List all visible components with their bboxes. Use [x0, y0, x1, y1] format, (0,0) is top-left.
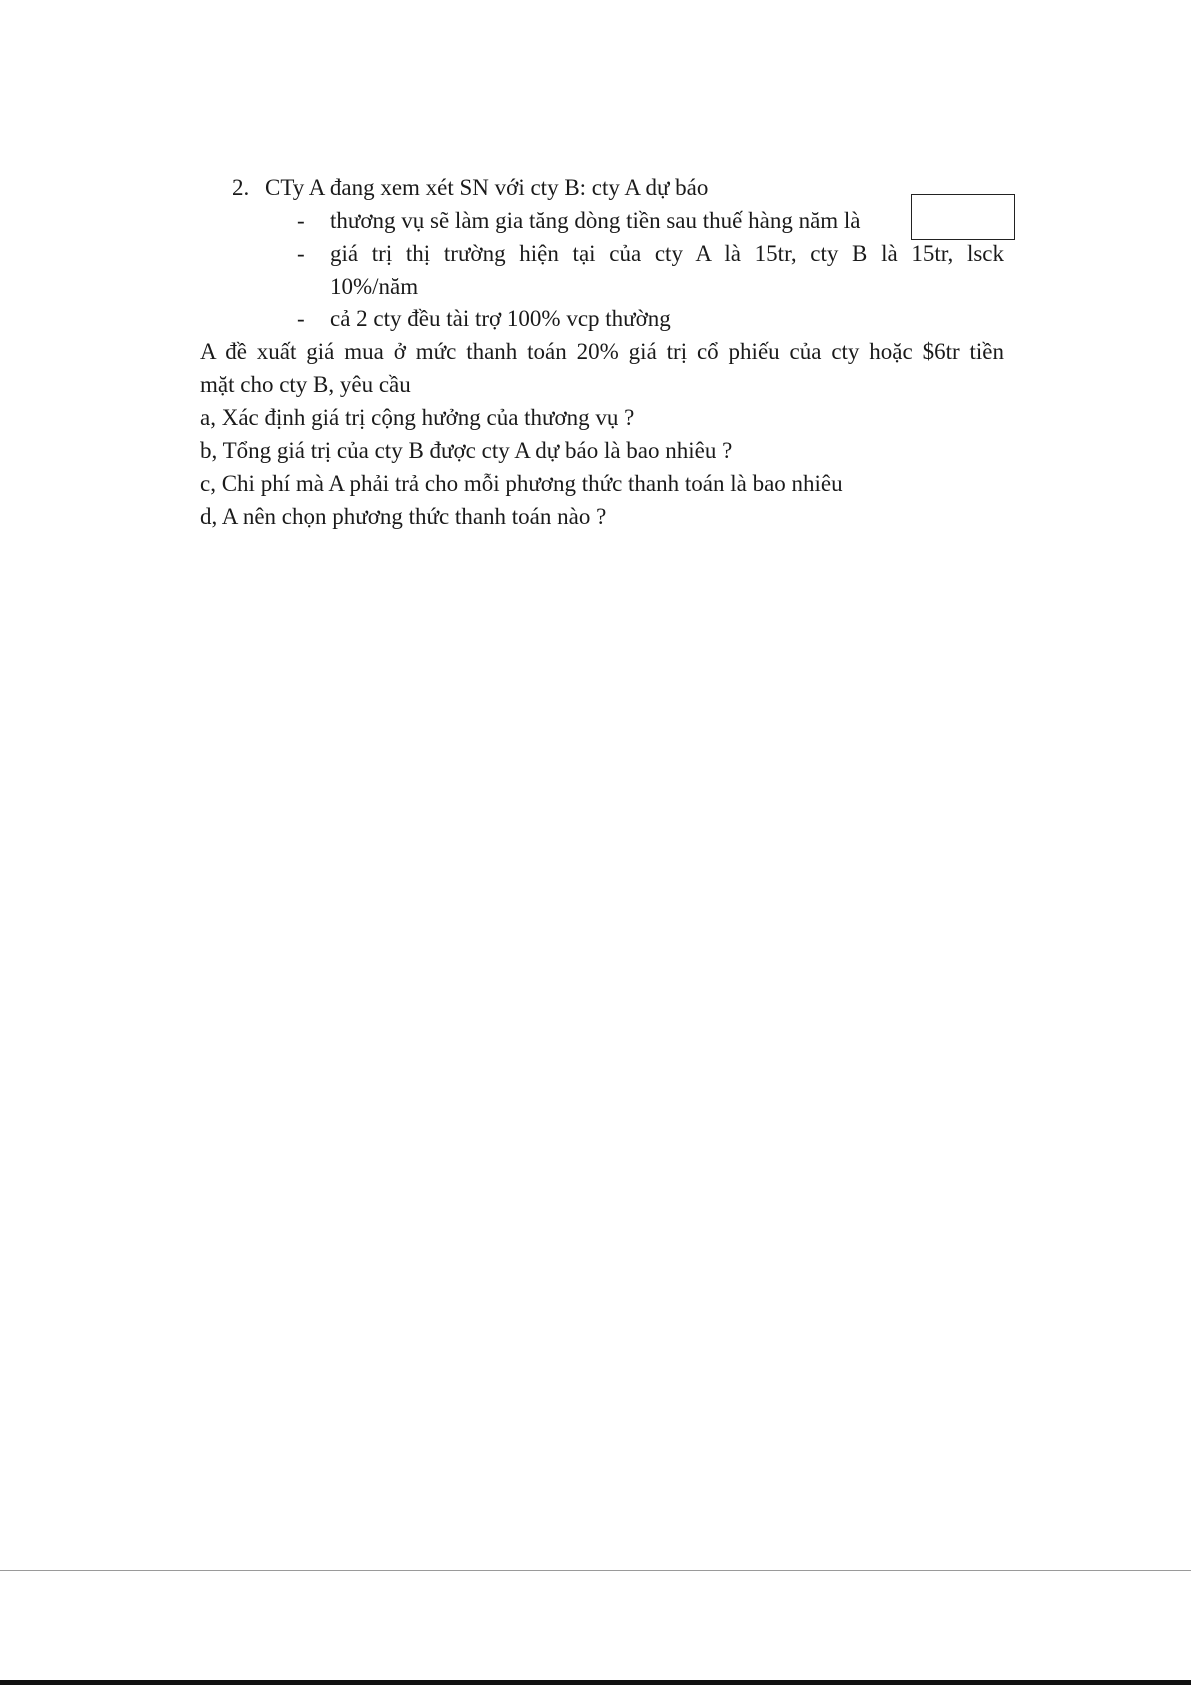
- part-d: d, A nên chọn phương thức thanh toán nào ?: [200, 504, 607, 529]
- proposal-paragraph-line-2: mặt cho cty B, yêu cầu: [200, 372, 411, 397]
- bullet-marker: -: [297, 208, 305, 233]
- proposal-paragraph-line-1: A đề xuất giá mua ở mức thanh toán 20% giá trị cổ phiếu của cty hoặc $6tr tiền: [200, 339, 1004, 364]
- bullet-text-market-value: giá trị thị trường hiện tại của cty A là 15tr, cty B là 15tr, lsck: [330, 241, 1004, 266]
- part-c: c, Chi phí mà A phải trả cho mỗi phương thức thanh toán là bao nhiêu: [200, 471, 843, 496]
- bullet-text-financing: cả 2 cty đều tài trợ 100% vcp thường: [330, 306, 671, 331]
- question-number: 2.: [232, 175, 250, 200]
- bullet-text-cash-flow: thương vụ sẽ làm gia tăng dòng tiền sau thuế hàng năm là: [330, 208, 861, 233]
- bullet-marker: -: [297, 241, 305, 266]
- page-footer-divider: [0, 1570, 1191, 1571]
- question-title: CTy A đang xem xét SN với cty B: cty A dự báo: [265, 175, 709, 200]
- bullet-marker: -: [297, 306, 305, 331]
- part-b: b, Tổng giá trị của cty B được cty A dự báo là bao nhiêu ?: [200, 438, 733, 463]
- part-a: a, Xác định giá trị cộng hưởng của thương vụ ?: [200, 405, 635, 430]
- bullet-text-market-value-cont: 10%/năm: [330, 274, 419, 299]
- redaction-box: [911, 194, 1015, 240]
- bottom-edge-strip: [0, 1680, 1191, 1685]
